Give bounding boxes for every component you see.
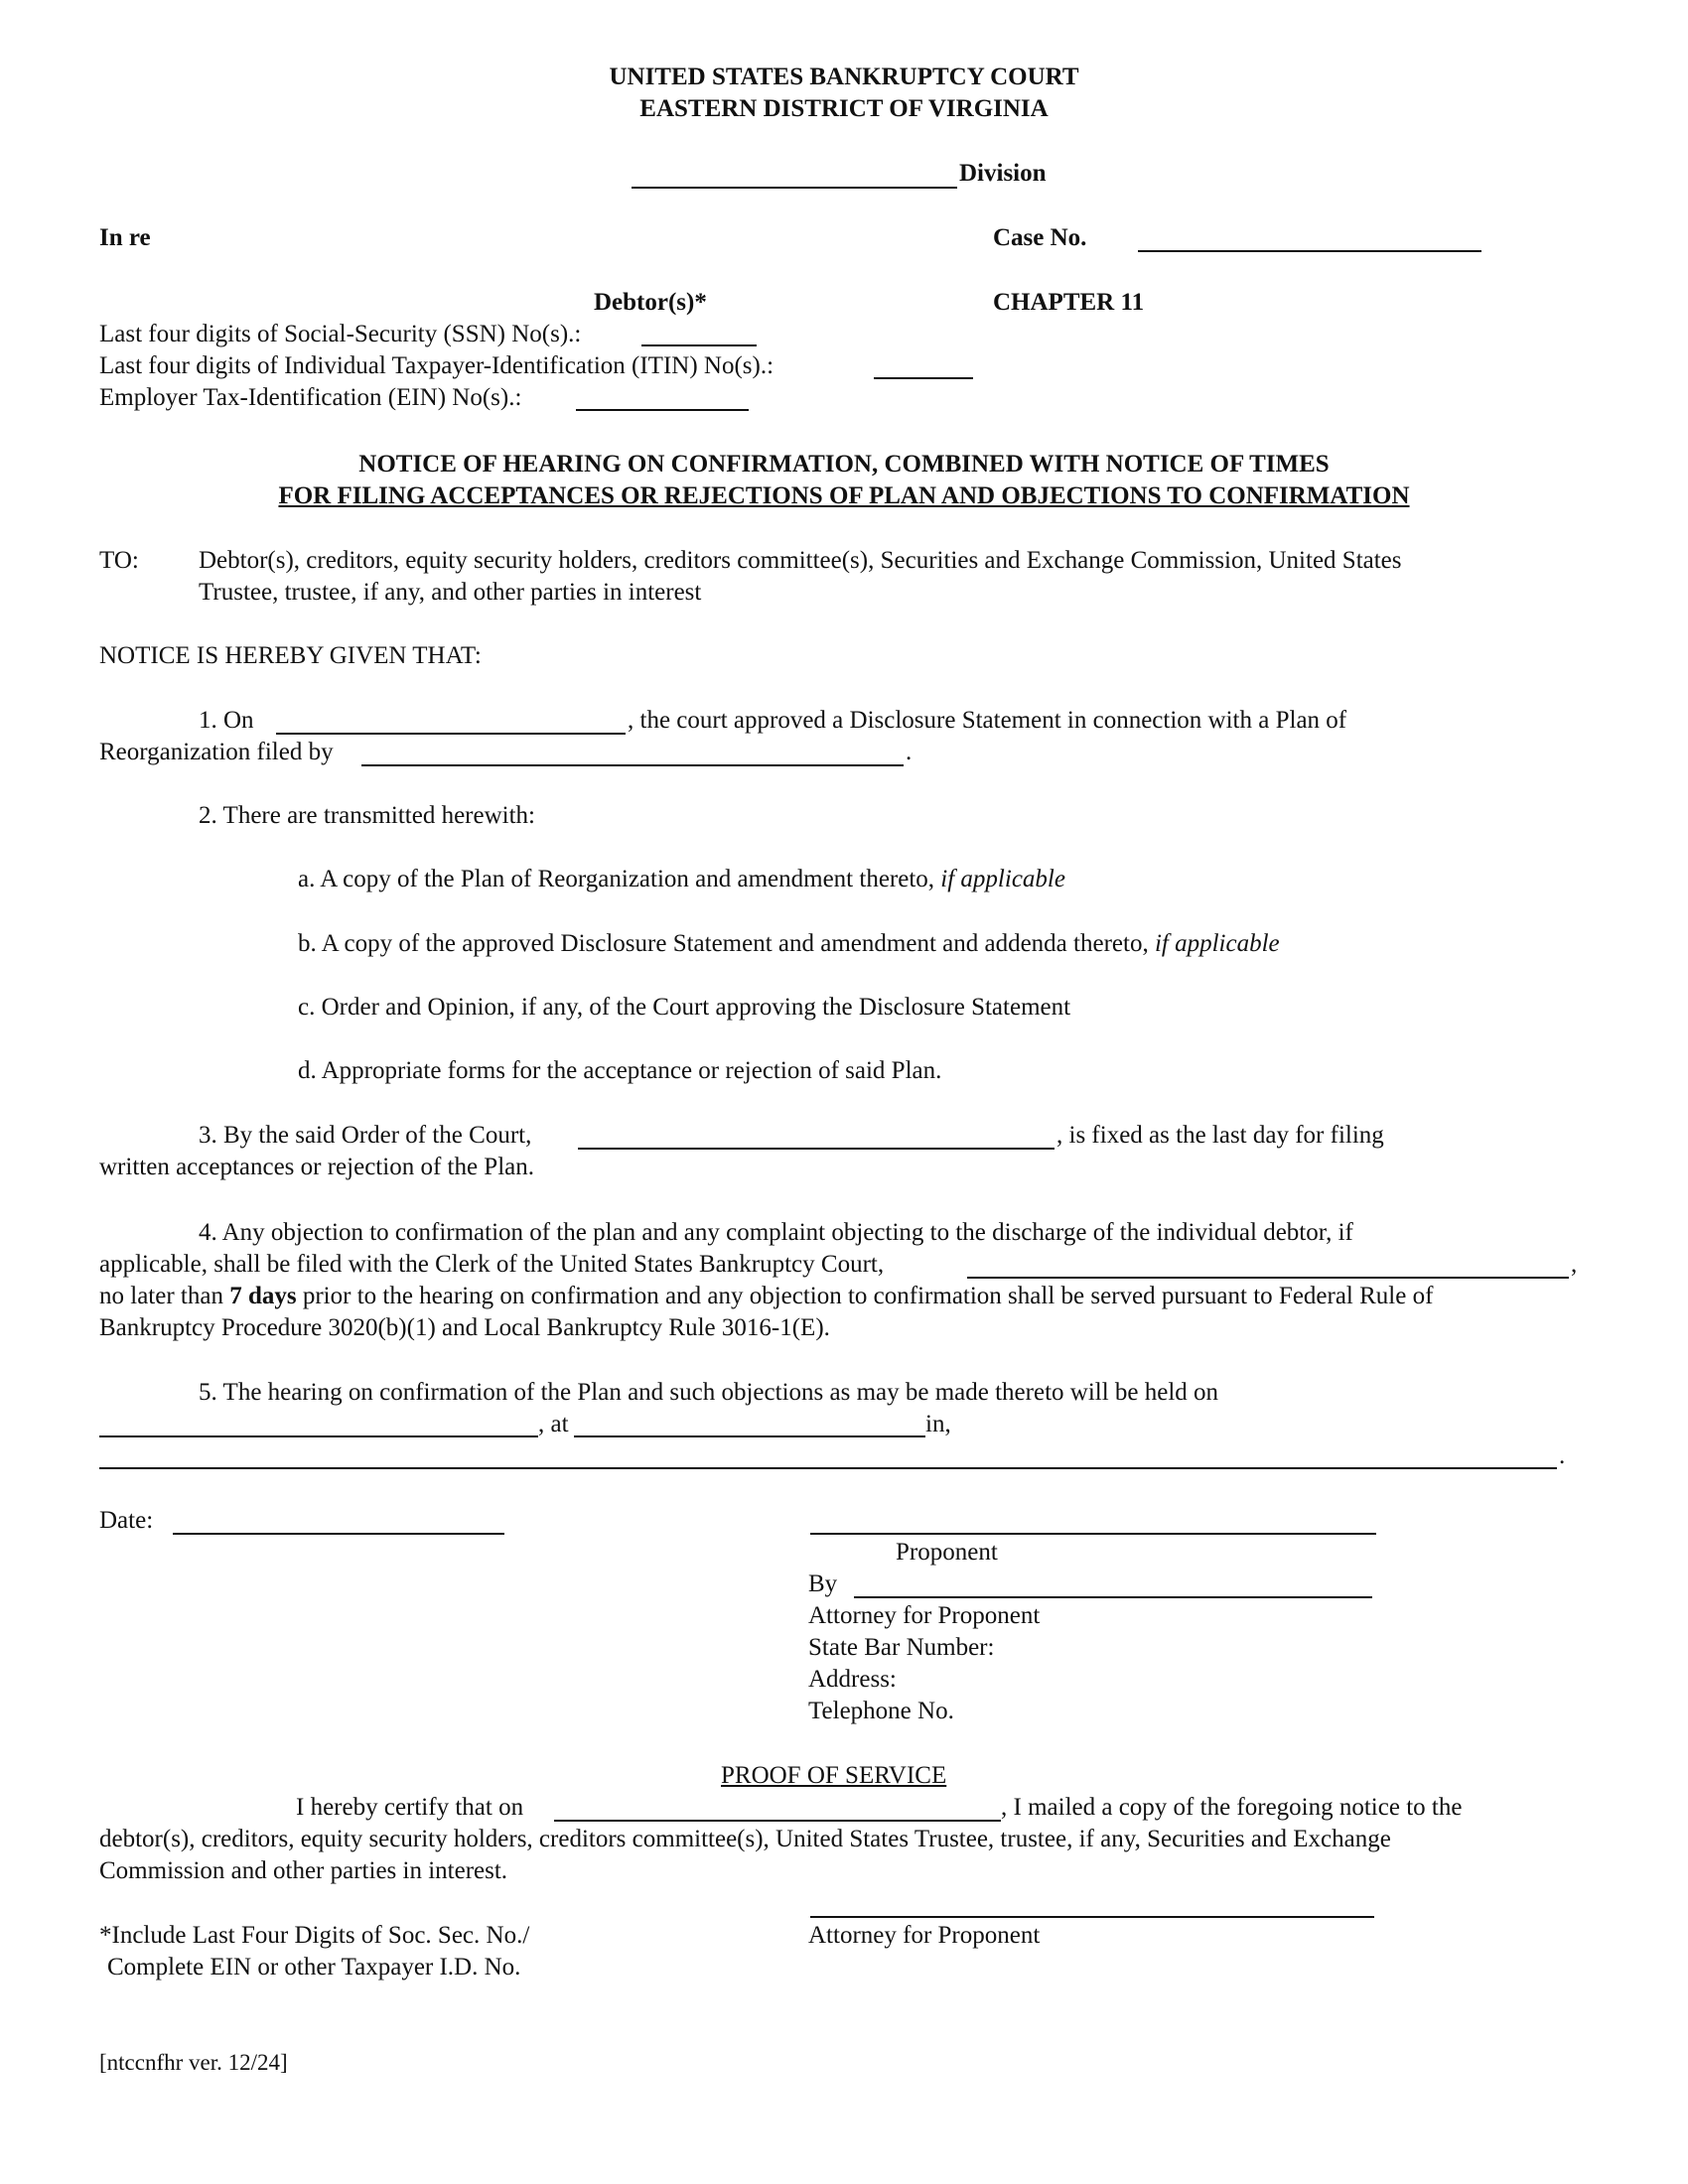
p5-at: , at (538, 1411, 569, 1437)
by-label: By (808, 1570, 838, 1597)
proof-line3: Commission and other parties in interest. (99, 1857, 508, 1884)
ein-label: Employer Tax-Identification (EIN) No(s).: (99, 384, 522, 411)
to-recipients-line2: Trustee, trustee, if any, and other parties in interest (199, 579, 702, 606)
p3-start: 3. By the said Order of the Court, (199, 1122, 532, 1149)
proof-line2: debtor(s), creditors, equity security holders, creditors committee(s), United States Trustee, trustee, if any, Securities and Exchange (99, 1826, 1391, 1852)
state-bar-label: State Bar Number: (808, 1634, 995, 1661)
p4-line2: applicable, shall be filed with the Clerk of the United States Bankruptcy Court, (99, 1251, 885, 1278)
p4-line1: 4. Any objection to confirmation of the plan and any complaint objecting to the discharge of the individual debtor, if (199, 1219, 1353, 1246)
to-label: TO: (99, 547, 139, 574)
approval-date-field[interactable] (276, 733, 626, 735)
plan-filed-by-field[interactable] (361, 764, 904, 766)
p5-line1: 5. The hearing on confirmation of the Plan and such objections as may be made thereto will be held on (199, 1379, 1219, 1406)
p1-line2-start: Reorganization filed by (99, 739, 334, 765)
telephone-label: Telephone No. (808, 1698, 954, 1724)
itin-label: Last four digits of Individual Taxpayer-Identification (ITIN) No(s).: (99, 352, 774, 379)
p3-line2: written acceptances or rejection of the Plan. (99, 1154, 535, 1180)
service-date-field[interactable] (554, 1820, 1001, 1822)
footnote-line1: *Include Last Four Digits of Soc. Sec. No./ (99, 1922, 530, 1949)
proponent-label: Proponent (896, 1539, 998, 1566)
footnote-line2: Complete EIN or other Taxpayer I.D. No. (107, 1954, 521, 1980)
p2-item-a: a. A copy of the Plan of Reorganization and amendment thereto, if applicable (298, 866, 1065, 892)
chapter-label: CHAPTER 11 (993, 289, 1145, 316)
p5-in: in, (925, 1411, 951, 1437)
notice-title-line2: FOR FILING ACCEPTANCES OR REJECTIONS OF PLAN AND OBJECTIONS TO CONFIRMATION (278, 482, 1410, 509)
p1-start: 1. On (199, 707, 254, 734)
objection-deadline-field[interactable] (967, 1277, 1569, 1279)
attorney-signature-line[interactable] (810, 1916, 1374, 1918)
case-no-label: Case No. (993, 224, 1087, 251)
p2-item-c: c. Order and Opinion, if any, of the Court approving the Disclosure Statement (298, 994, 1071, 1021)
address-label: Address: (808, 1666, 897, 1693)
p2-item-b: b. A copy of the approved Disclosure Statement and amendment and addenda thereto, if applicable (298, 930, 1280, 957)
hearing-time-field[interactable] (574, 1435, 925, 1437)
ein-field[interactable] (576, 409, 749, 411)
in-re-label: In re (99, 224, 151, 251)
p5-end: . (1559, 1442, 1566, 1469)
p4-line3: no later than 7 days prior to the hearing on confirmation and any objection to confirmation shall be served pursuant to Federal Rule of (99, 1283, 1434, 1309)
proof-of-service-title: PROOF OF SERVICE (721, 1762, 947, 1789)
form-version: [ntccnfhr ver. 12/24] (99, 2050, 288, 2075)
ssn-field[interactable] (641, 344, 757, 346)
date-label: Date: (99, 1507, 154, 1534)
proof-attorney-label: Attorney for Proponent (808, 1922, 1041, 1949)
date-field[interactable] (173, 1533, 504, 1535)
p1-mid: , the court approved a Disclosure Statement in connection with a Plan of (628, 707, 1347, 734)
court-name: UNITED STATES BANKRUPTCY COURT (609, 64, 1079, 90)
hearing-date-field[interactable] (99, 1435, 538, 1437)
itin-field[interactable] (874, 377, 973, 379)
case-no-field[interactable] (1138, 250, 1481, 252)
hearing-location-field[interactable] (99, 1467, 1557, 1469)
notice-given: NOTICE IS HEREBY GIVEN THAT: (99, 642, 482, 669)
notice-title-line1: NOTICE OF HEARING ON CONFIRMATION, COMBINED WITH NOTICE OF TIMES (358, 451, 1330, 478)
proof-line1-end: , I mailed a copy of the foregoing notice to the (1001, 1794, 1463, 1821)
court-district: EASTERN DISTRICT OF VIRGINIA (639, 95, 1049, 122)
division-label: Division (959, 160, 1047, 187)
division-field[interactable] (632, 187, 957, 189)
p2-text: 2. There are transmitted herewith: (199, 802, 535, 829)
proponent-signature-line[interactable] (810, 1533, 1376, 1535)
p1-line2-end: . (906, 739, 913, 765)
p4-line2-end: , (1571, 1251, 1578, 1278)
proof-line1-start: I hereby certify that on (296, 1794, 524, 1821)
ssn-label: Last four digits of Social-Security (SSN) No(s).: (99, 321, 582, 347)
p2-item-d: d. Appropriate forms for the acceptance or rejection of said Plan. (298, 1057, 942, 1084)
p3-end: , is fixed as the last day for filing (1056, 1122, 1384, 1149)
debtors-label: Debtor(s)* (594, 289, 707, 316)
by-signature-line[interactable] (854, 1596, 1372, 1598)
p4-line4: Bankruptcy Procedure 3020(b)(1) and Local Bankruptcy Rule 3016-1(E). (99, 1314, 830, 1341)
to-recipients-line1: Debtor(s), creditors, equity security holders, creditors committee(s), Securities and Exchange Commission, United States (199, 547, 1402, 574)
attorney-label: Attorney for Proponent (808, 1602, 1041, 1629)
acceptance-deadline-field[interactable] (578, 1148, 1055, 1150)
